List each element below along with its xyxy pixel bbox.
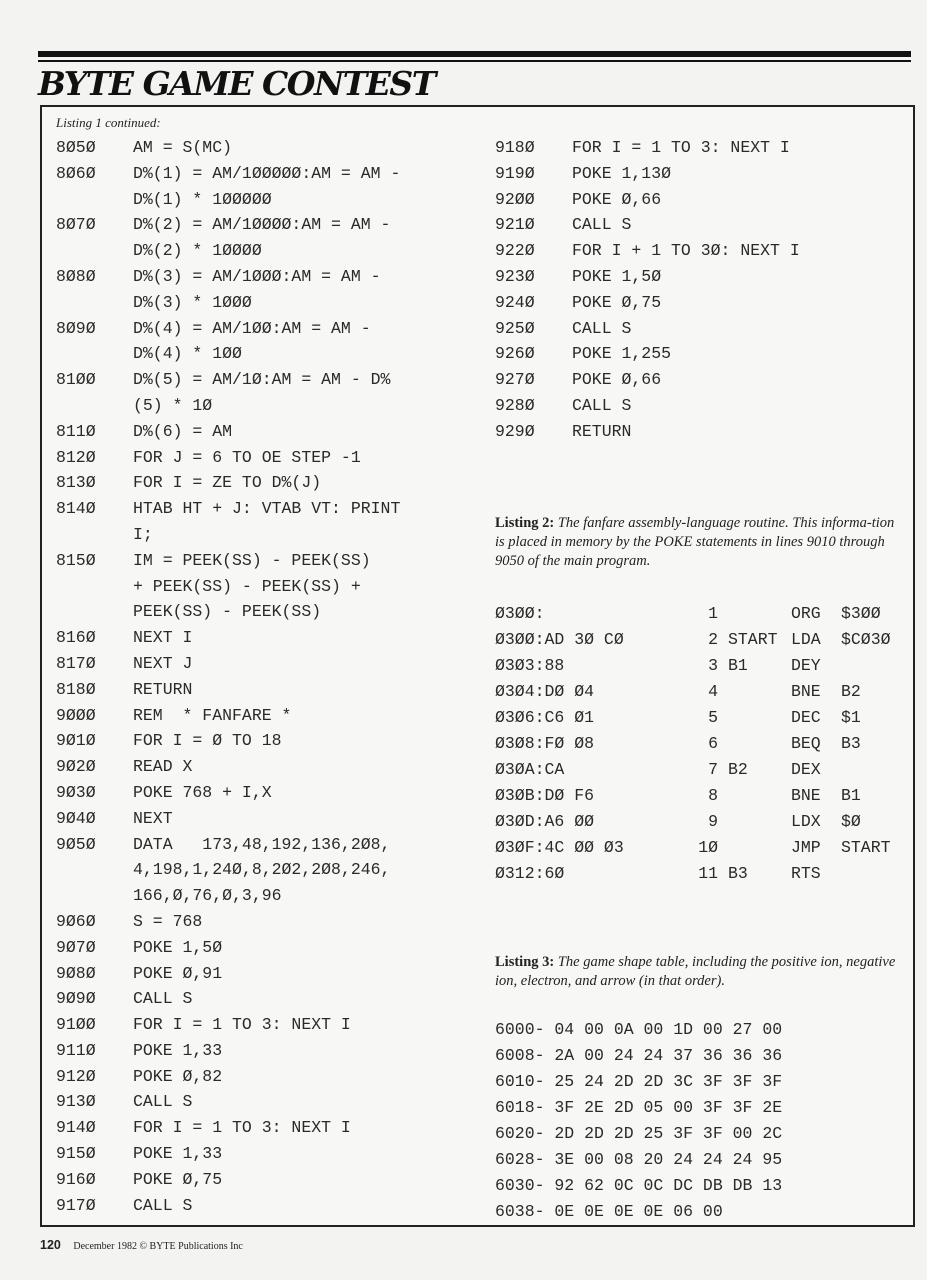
line-number: 9Ø1Ø [56,731,96,751]
assembly-address: Ø3Ø6:C6 Ø1 [495,708,595,727]
assembly-address: Ø3ØD:A6 ØØ [495,812,595,831]
line-number: 9Ø6Ø [56,911,96,931]
assembly-row [495,679,905,705]
line-number: 9Ø7Ø [56,937,96,957]
line-number: 911Ø [56,1040,96,1060]
assembly-label [728,705,791,731]
assembly-line-number: 8 [708,786,718,805]
assembly-line-number: 5 [708,708,718,727]
code-line [56,754,476,780]
assembly-address: Ø3Ø3:88 [495,656,565,675]
code-text: POKE 1,33 [133,1040,223,1060]
code-text: POKE Ø,82 [133,1066,223,1086]
code-line [56,187,476,213]
line-number: 816Ø [56,628,96,648]
code-text: POKE 1,255 [572,344,672,364]
code-text: D%(6) = AM [133,421,233,441]
line-number: 925Ø [495,318,535,338]
assembly-label: B2 [728,760,748,779]
code-text: FOR I = ZE TO D%(J) [133,473,322,493]
line-number: 912Ø [56,1066,96,1086]
code-text: NEXT J [133,653,193,673]
assembly-operand: $Ø [841,812,861,831]
code-line [495,393,905,419]
assembly-line-number: 6 [708,734,718,753]
assembly-opcode: BEQ [791,734,821,753]
line-number: 923Ø [495,266,535,286]
line-number: 818Ø [56,679,96,699]
code-line [56,703,476,729]
assembly-operand: $CØ3Ø [841,630,891,649]
code-line [56,290,476,316]
line-number: 924Ø [495,292,535,312]
code-text: NEXT [133,808,173,828]
code-text: READ X [133,757,193,777]
code-line [56,548,476,574]
page-footer [40,1238,243,1252]
code-text: D%(2) * 1ØØØØ [133,241,262,261]
assembly-opcode: JMP [791,838,821,857]
code-text: RETURN [572,421,632,441]
code-text: POKE Ø,66 [572,189,662,209]
code-line [495,264,905,290]
code-line [56,883,476,909]
line-number: 814Ø [56,499,96,519]
code-text: S = 768 [133,911,203,931]
code-line [56,264,476,290]
code-line [56,393,476,419]
assembly-label [728,731,791,757]
assembly-label [728,601,791,627]
code-line [56,651,476,677]
code-text: CALL S [133,1195,193,1215]
line-number [56,341,133,367]
line-number [56,187,133,213]
code-text: D%(5) = AM/1Ø:AM = AM - D% [133,370,391,390]
line-number: 8Ø8Ø [56,266,96,286]
code-text: D%(4) = AM/1ØØ:AM = AM - [133,318,371,338]
line-number: 92ØØ [495,189,535,209]
listing3-caption [495,953,905,991]
code-line [495,419,905,445]
code-text: POKE 1,5Ø [133,937,223,957]
code-line [56,522,476,548]
code-line [56,1115,476,1141]
code-text: CALL S [133,989,193,1009]
line-number: 9Ø4Ø [56,808,96,828]
assembly-operand [841,861,905,887]
assembly-row [495,809,905,835]
assembly-address: Ø3ØB:DØ F6 [495,786,595,805]
line-number: 8Ø6Ø [56,163,96,183]
assembly-line-number: 7 [708,760,718,779]
line-number: 81ØØ [56,370,96,390]
line-number [56,393,133,419]
assembly-row [495,757,905,783]
code-text: CALL S [572,395,632,415]
code-line [56,728,476,754]
assembly-label [728,809,791,835]
assembly-opcode: RTS [791,864,821,883]
code-line [56,599,476,625]
line-number: 918Ø [495,138,535,157]
code-text: D%(3) = AM/1ØØØ:AM = AM - [133,266,381,286]
code-line [495,238,905,264]
code-text: 166,Ø,76,Ø,3,96 [133,886,282,906]
assembly-operand: START [841,838,891,857]
line-number: 926Ø [495,344,535,364]
code-text: FOR I = Ø TO 18 [133,731,282,751]
shape-table-row: 6038- 0E 0E 0E 0E 06 00 [495,1202,723,1221]
code-text: POKE 768 + I,X [133,782,272,802]
assembly-opcode: BNE [791,682,821,701]
code-line [56,677,476,703]
line-number: 817Ø [56,653,96,673]
code-line [56,806,476,832]
assembly-line-number: 4 [708,682,718,701]
code-text: CALL S [572,215,632,235]
line-number: 9Ø8Ø [56,963,96,983]
code-text: IM = PEEK(SS) - PEEK(SS) [133,550,371,570]
shape-table-row: 6000- 04 00 0A 00 1D 00 27 00 [495,1020,783,1039]
code-text: NEXT I [133,628,193,648]
line-number: 9ØØØ [56,705,96,725]
line-number: 9Ø3Ø [56,782,96,802]
code-line [56,316,476,342]
line-number: 915Ø [56,1144,96,1164]
code-text: PEEK(SS) - PEEK(SS) [133,602,322,622]
assembly-label: START [728,630,778,649]
shape-table-row: 6018- 3F 2E 2D 05 00 3F 3F 2E [495,1098,783,1117]
assembly-address: Ø3Ø4:DØ Ø4 [495,682,595,701]
code-text: I; [133,524,153,544]
code-line [495,135,905,161]
assembly-line-number: 9 [708,812,718,831]
code-line [56,780,476,806]
line-number: 914Ø [56,1118,96,1138]
assembly-row [495,601,905,627]
assembly-address: Ø312:6Ø [495,864,565,883]
line-number: 815Ø [56,550,96,570]
listing1-right-column [495,135,905,445]
code-line [56,909,476,935]
line-number: 922Ø [495,241,535,261]
assembly-address: Ø3ØØ:AD 3Ø CØ [495,630,624,649]
listing3-label: Listing 3: [495,954,555,970]
code-line [56,470,476,496]
code-line [56,574,476,600]
shape-table-row: 6020- 2D 2D 2D 25 3F 3F 00 2C [495,1124,783,1143]
code-line [56,1167,476,1193]
assembly-operand: B2 [841,682,861,701]
code-text: FOR I = 1 TO 3: NEXT I [133,1118,351,1138]
code-text: FOR I = 1 TO 3: NEXT I [133,1015,351,1035]
assembly-address: Ø3ØA:CA [495,760,565,779]
listing3-text: The game shape table, including the positive ion, negative ion, electron, and arrow (in that order). [495,954,896,989]
code-text: POKE Ø,75 [133,1169,223,1189]
code-line [56,445,476,471]
assembly-operand: $3ØØ [841,604,881,623]
code-line [56,935,476,961]
code-line [56,341,476,367]
code-text: D%(3) * 1ØØØ [133,292,252,312]
code-text: POKE 1,13Ø [572,163,672,183]
line-number [56,883,133,909]
line-number: 928Ø [495,395,535,415]
listing1-left-column [56,135,476,1218]
line-number: 812Ø [56,447,96,467]
assembly-operand: $1 [841,708,861,727]
line-number [56,857,133,883]
code-line [56,1012,476,1038]
code-text: RETURN [133,679,193,699]
code-line [495,161,905,187]
code-text: HTAB HT + J: VTAB VT: PRINT [133,499,401,519]
assembly-line-number: 3 [708,656,718,675]
code-line [495,290,905,316]
line-number: 921Ø [495,215,535,235]
line-number: 9Ø9Ø [56,989,96,1009]
shape-table-row: 6028- 3E 00 08 20 24 24 24 95 [495,1150,783,1169]
assembly-label [728,835,791,861]
assembly-opcode: DEY [791,656,821,675]
assembly-listing [495,601,905,887]
assembly-opcode: BNE [791,786,821,805]
shape-table-row: 6010- 25 24 2D 2D 3C 3F 3F 3F [495,1072,783,1091]
code-text: 4,198,1,24Ø,8,2Ø2,2Ø8,246, [133,860,391,880]
page-number: 120 [40,1238,61,1252]
footer-credit: December 1982 © BYTE Publications Inc [73,1241,243,1252]
assembly-label: B1 [728,656,748,675]
assembly-line-number: 2 [708,630,718,649]
assembly-line-number: 1 [708,604,718,623]
code-line [56,135,476,161]
line-number: 91ØØ [56,1015,96,1035]
line-number: 917Ø [56,1195,96,1215]
code-line [56,1193,476,1219]
code-text: AM = S(MC) [133,138,233,157]
header-rule-thin [38,60,911,62]
code-line [56,986,476,1012]
assembly-row [495,835,905,861]
assembly-label [728,783,791,809]
assembly-opcode: DEC [791,708,821,727]
code-text: D%(4) * 1ØØ [133,344,242,364]
code-line [56,961,476,987]
page-title: BYTE GAME CONTEST [38,64,435,103]
code-line [495,341,905,367]
listing1-caption: Listing 1 continued: [56,115,161,130]
line-number: 916Ø [56,1169,96,1189]
assembly-address: Ø3ØF:4C ØØ Ø3 [495,838,624,857]
code-line [56,832,476,858]
assembly-row [495,627,905,653]
code-text: POKE 1,5Ø [572,266,662,286]
line-number: 9Ø5Ø [56,834,96,854]
line-number: 813Ø [56,473,96,493]
code-line [56,1141,476,1167]
code-text: D%(1) * 1ØØØØØ [133,189,272,209]
shape-table-row: 6030- 92 62 0C 0C DC DB DB 13 [495,1176,783,1195]
line-number [56,290,133,316]
line-number: 8Ø5Ø [56,138,96,157]
listing2-label: Listing 2: [495,515,555,531]
assembly-label: B3 [728,864,748,883]
code-line [56,367,476,393]
code-text: CALL S [572,318,632,338]
assembly-row [495,653,905,679]
code-line [56,1038,476,1064]
line-number: 8Ø9Ø [56,318,96,338]
assembly-operand [841,653,905,679]
code-line [56,238,476,264]
code-text: FOR J = 6 TO OE STEP -1 [133,447,361,467]
header-rule-thick [38,51,911,57]
line-number [56,574,133,600]
code-line [495,212,905,238]
line-number: 913Ø [56,1092,96,1112]
code-text: + PEEK(SS) - PEEK(SS) + [133,576,361,596]
line-number: 919Ø [495,163,535,183]
listing2-caption [495,514,905,571]
code-text: FOR I + 1 TO 3Ø: NEXT I [572,241,800,261]
code-text: DATA 173,48,192,136,2Ø8, [133,834,391,854]
line-number: 927Ø [495,370,535,390]
assembly-opcode: LDA [791,630,821,649]
code-text: POKE Ø,91 [133,963,223,983]
assembly-line-number: 1Ø [698,838,718,857]
assembly-line-number: 11 [698,864,718,883]
code-line [56,1089,476,1115]
shape-table [495,1017,905,1225]
assembly-row [495,783,905,809]
line-number: 8Ø7Ø [56,215,96,235]
assembly-operand: B3 [841,734,861,753]
line-number: 929Ø [495,421,535,441]
code-line [56,496,476,522]
line-number: 811Ø [56,421,96,441]
code-line [495,316,905,342]
code-line [56,857,476,883]
code-text: REM * FANFARE * [133,705,292,725]
code-line [56,161,476,187]
code-text: D%(1) = AM/1ØØØØØ:AM = AM - [133,163,401,183]
code-line [56,212,476,238]
code-line [56,625,476,651]
assembly-row [495,731,905,757]
line-number [56,522,133,548]
assembly-label [728,679,791,705]
code-line [56,1064,476,1090]
line-number [56,599,133,625]
assembly-opcode: DEX [791,760,821,779]
assembly-row [495,861,905,887]
code-text: FOR I = 1 TO 3: NEXT I [572,138,790,157]
code-text: CALL S [133,1092,193,1112]
code-line [495,367,905,393]
line-number [56,238,133,264]
assembly-address: Ø3ØØ: [495,604,545,623]
line-number: 9Ø2Ø [56,757,96,777]
assembly-operand: B1 [841,786,861,805]
assembly-operand [841,757,905,783]
assembly-opcode: ORG [791,604,821,623]
code-text: D%(2) = AM/1ØØØØ:AM = AM - [133,215,391,235]
listing-box [40,105,915,1227]
assembly-row [495,705,905,731]
listing2-text: The fanfare assembly-language routine. This informa-tion is placed in memory by the POKE statements in lines 9010 through 9050 of the main program. [495,515,895,569]
code-text: (5) * 1Ø [133,395,213,415]
code-text: POKE 1,33 [133,1144,223,1164]
assembly-address: Ø3Ø8:FØ Ø8 [495,734,595,753]
shape-table-row: 6008- 2A 00 24 24 37 36 36 36 [495,1046,783,1065]
assembly-opcode: LDX [791,812,821,831]
code-line [56,419,476,445]
code-text: POKE Ø,66 [572,370,662,390]
code-text: POKE Ø,75 [572,292,662,312]
code-line [495,187,905,213]
